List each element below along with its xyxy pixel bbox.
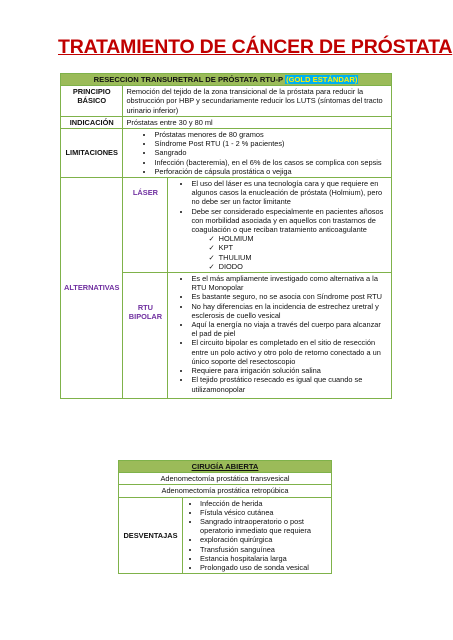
list-item: • Requiere para irrigación solución salina	[191, 366, 388, 375]
list-item: • Próstatas menores de 80 gramos	[154, 130, 388, 139]
desventajas-label: DESVENTAJAS	[119, 497, 183, 574]
list-item: • Sangrado intraoperatorio o post operatorio inmediato que requiera	[200, 517, 328, 535]
list-item: • Sangrado	[154, 148, 388, 157]
cirugia-abierta-table	[118, 460, 332, 574]
indicacion-text: Próstatas entre 30 y 80 ml	[123, 116, 392, 128]
laser-type-item: ✓ THULIUM	[219, 253, 388, 262]
principio-label: PRINCIPIO BÁSICO	[61, 86, 123, 117]
cirugia-row-retropubica: Adenomectomía prostática retropúbica	[119, 485, 332, 497]
list-item: • Es el más ampliamente investigado como alternativa a la RTU Monopolar	[191, 274, 388, 292]
desventajas-cell	[183, 497, 332, 574]
limitaciones-cell	[123, 129, 392, 178]
list-item: • Aquí la energía no viaja a través del cuerpo para alcanzar el pad de piel	[191, 320, 388, 338]
laser-cell	[168, 178, 392, 273]
list-item: • exploración quirúrgica	[200, 535, 328, 544]
cirugia-abierta-header: CIRUGÍA ABIERTA	[119, 461, 332, 473]
alternativas-label: ALTERNATIVAS	[61, 178, 123, 399]
laser-label: LÁSER	[123, 178, 168, 273]
list-item: • Prolongado uso de sonda vesical	[200, 563, 328, 572]
gold-standard-tag: (GOLD ESTÁNDAR)	[286, 75, 358, 84]
list-item: • No hay diferencias en la incidencia de estrechez uretral y esclerosis de cuello vesical	[191, 302, 388, 320]
list-item: • Estancia hospitalaria larga	[200, 554, 328, 563]
rtu-header-title: RESECCION TRANSURETRAL DE PRÓSTATA RTU-P	[93, 75, 283, 84]
list-item: • Infección (bacteremia), en el 6% de los casos se complica con sepsis	[154, 158, 388, 167]
indicacion-label: INDICACIÓN	[61, 116, 123, 128]
rtu-table	[60, 73, 392, 399]
list-item: • El uso del láser es una tecnología cara y que requiere en algunos casos la enucleación de próstata (Holmium), pero no debe ser un factor limitante	[191, 179, 388, 207]
list-item: • Síndrome Post RTU (1 - 2 % pacientes)	[154, 139, 388, 148]
rtu-bipolar-cell	[168, 273, 392, 399]
list-item: • Perforación de cápsula prostática o vejiga	[154, 167, 388, 176]
page-title: TRATAMIENTO DE CÁNCER DE PRÓSTATA	[58, 36, 453, 58]
limitaciones-label: LIMITACIONES	[61, 129, 123, 178]
laser-type-item: ✓ DIODO	[219, 262, 388, 271]
list-item: • Fístula vésico cutánea	[200, 508, 328, 517]
principio-text: Remoción del tejido de la zona transicional de la próstata para reducir la obstrucción por HBP y secundariamente reducir los LUTS (síntomas del tracto urinario inferior)	[123, 86, 392, 117]
laser-type-item: ✓ HOLMIUM	[219, 234, 388, 243]
list-item: • El tejido prostático resecado es igual que cuando se utilizamonopolar	[191, 375, 388, 393]
list-item: • Es bastante seguro, no se asocia con Síndrome post RTU	[191, 292, 388, 301]
list-item: • Transfusión sanguínea	[200, 545, 328, 554]
rtu-bipolar-label: RTU BIPOLAR	[123, 273, 168, 399]
rtu-table-header	[61, 74, 392, 86]
laser-type-item: ✓ KPT	[219, 243, 388, 252]
cirugia-row-transvesical: Adenomectomía prostática transvesical	[119, 473, 332, 485]
list-item: • Infección de herida	[200, 499, 328, 508]
list-item: • Debe ser considerado especialmente en pacientes añosos con morbilidad asociada y en aquellos con trastarnos de coagulación o que reciban tratamiento anticoagulante	[191, 207, 388, 235]
list-item: • El circuito bipolar es completado en el sitio de resección entre un polo activo y otro polo de retorno conectado a un único soporte del resectoscopio	[191, 338, 388, 366]
